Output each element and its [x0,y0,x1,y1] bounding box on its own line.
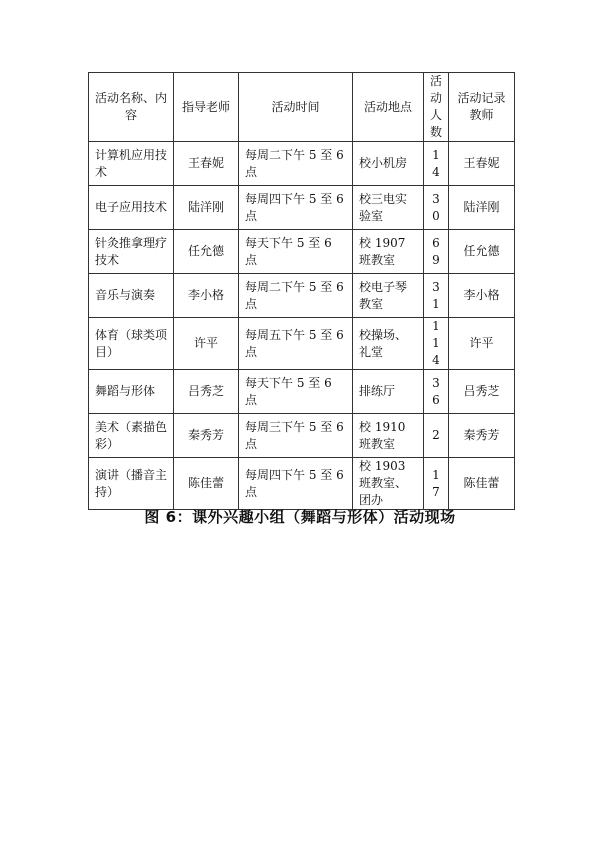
cell-count: 31 [424,274,449,318]
header-time: 活动时间 [239,73,353,142]
cell-recorder: 陈佳蕾 [449,458,515,510]
cell-time: 每周五下午 5 至 6 点 [239,318,353,370]
cell-count: 30 [424,186,449,230]
cell-activity-name: 音乐与演奏 [89,274,174,318]
cell-activity-name: 针灸推拿理疗技术 [89,230,174,274]
cell-place: 校 1903 班教室、团办 [353,458,424,510]
cell-place: 校三电实验室 [353,186,424,230]
cell-teacher: 陈佳蕾 [174,458,239,510]
cell-recorder: 秦秀芳 [449,414,515,458]
cell-time: 每周三下午 5 至 6 点 [239,414,353,458]
cell-teacher: 秦秀芳 [174,414,239,458]
table-row [89,458,515,510]
cell-time: 每周四下午 5 至 6 点 [239,186,353,230]
cell-activity-name: 舞蹈与形体 [89,370,174,414]
cell-activity-name: 电子应用技术 [89,186,174,230]
header-recorder: 活动记录教师 [449,73,515,142]
cell-count: 36 [424,370,449,414]
activity-table [88,72,515,510]
cell-recorder: 陆洋刚 [449,186,515,230]
cell-count: 14 [424,142,449,186]
header-teacher: 指导老师 [174,73,239,142]
table-header-row [89,73,515,142]
cell-count: 114 [424,318,449,370]
cell-teacher: 王春妮 [174,142,239,186]
cell-recorder: 任允德 [449,230,515,274]
cell-time: 每天下午 5 至 6 点 [239,230,353,274]
cell-place: 校小机房 [353,142,424,186]
header-place: 活动地点 [353,73,424,142]
figure-caption: 图 6：课外兴趣小组（舞蹈与形体）活动现场 [144,508,456,526]
table-row [89,274,515,318]
cell-teacher: 李小格 [174,274,239,318]
cell-activity-name: 计算机应用技术 [89,142,174,186]
cell-count: 2 [424,414,449,458]
cell-time: 每周四下午 5 至 6 点 [239,458,353,510]
cell-place: 排练厅 [353,370,424,414]
cell-recorder: 许平 [449,318,515,370]
cell-count: 69 [424,230,449,274]
cell-activity-name: 演讲（播音主持） [89,458,174,510]
cell-recorder: 王春妮 [449,142,515,186]
cell-place: 校 1910 班教室 [353,414,424,458]
cell-place: 校 1907 班教室 [353,230,424,274]
cell-recorder: 吕秀芝 [449,370,515,414]
table-row [89,318,515,370]
header-count: 活动人数 [424,73,449,142]
cell-time: 每周二下午 5 至 6 点 [239,142,353,186]
table-row [89,370,515,414]
cell-teacher: 任允德 [174,230,239,274]
cell-time: 每周二下午 5 至 6 点 [239,274,353,318]
cell-activity-name: 美术（素描色彩） [89,414,174,458]
header-activity-name: 活动名称、内容 [89,73,174,142]
cell-count: 17 [424,458,449,510]
cell-teacher: 陆洋刚 [174,186,239,230]
table-row [89,230,515,274]
cell-activity-name: 体育（球类项目） [89,318,174,370]
table-row [89,414,515,458]
table-row [89,142,515,186]
cell-place: 校操场、礼堂 [353,318,424,370]
cell-time: 每天下午 5 至 6 点 [239,370,353,414]
cell-teacher: 吕秀芝 [174,370,239,414]
cell-place: 校电子琴教室 [353,274,424,318]
cell-recorder: 李小格 [449,274,515,318]
cell-teacher: 许平 [174,318,239,370]
table-row [89,186,515,230]
